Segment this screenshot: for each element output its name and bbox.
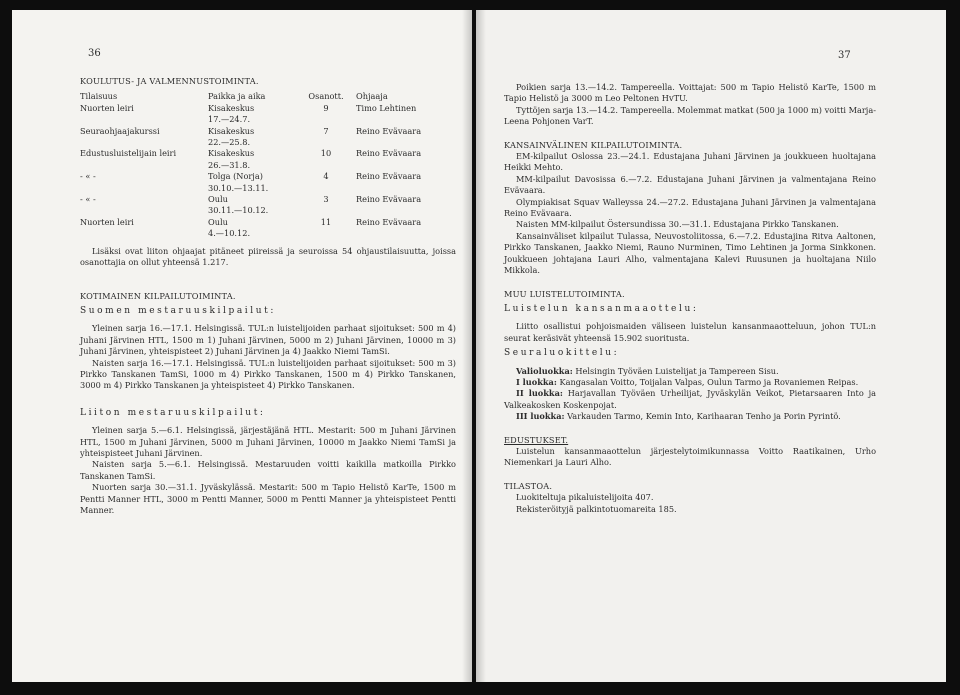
- table-cell: [304, 137, 348, 148]
- table-cell: [348, 137, 456, 148]
- table-cell: [348, 160, 456, 171]
- table-cell: Timo Lehtinen: [356, 102, 417, 113]
- page-number: 37: [838, 50, 851, 61]
- table-cell: 30.10.—13.11.: [208, 182, 269, 193]
- training-events-table: [80, 91, 456, 239]
- subheading-national-match: Luistelun kansanmaaottelu:: [504, 303, 699, 314]
- paragraph-tula-competition: Kansainväliset kilpailut Tulassa, Neuvostoliitossa, 6.—7.2. Edustajina Ritva Aaltonen, Pirkko Tanskanen, Jaakko Niemi, Rauno Nurminen, Timo Lehtinen ja Jorma Sinkkonen. Joukkueen johtajana Lauri Alho, valmentajana Kalevi Ruusunen ja huoltajana Niilo Mikkola.: [504, 230, 876, 276]
- table-cell: [348, 228, 456, 239]
- table-cell: Kisakeskus: [208, 148, 255, 159]
- table-row: [80, 137, 456, 148]
- right-page-content: [504, 82, 876, 515]
- table-cell: Nuorten leiri: [80, 216, 134, 227]
- table-cell: 10: [320, 148, 332, 159]
- section-heading-representations: EDUSTUKSET.: [504, 434, 569, 445]
- table-cell: 11: [320, 216, 332, 227]
- page-gutter-shadow: [462, 10, 472, 682]
- table-cell: [348, 183, 456, 194]
- paragraph-boys-series: Poikien sarja 13.—14.2. Tampereella. Voittajat: 500 m Tapio Helistö KarTe, 1500 m Tapio Helistö ja 3000 m Leo Peltonen HvTU.: [504, 82, 876, 104]
- table-cell: Edustusluistelijain leiri: [80, 148, 177, 159]
- paragraph-womens-series: Naisten sarja 16.—17.1. Helsingissä. TUL:n luistelijoiden parhaat sijoitukset: 500 m 3) Pirkko Tanskanen TamSi, 1000 m 4) Pirkko Tanskanen, 1500 m 4) Pirkko Tanskanen, 3000 m 4) Pirkko Tanskanen ja yhteispisteet 4) Pirkko Tanskanen.: [80, 357, 456, 391]
- table-row: [80, 183, 456, 194]
- table-cell: Oulu: [208, 194, 228, 205]
- table-cell: Nuorten leiri: [80, 102, 134, 113]
- table-cell: 9: [323, 102, 329, 113]
- paragraph-league-youth: Nuorten sarja 30.—31.1. Jyväskylässä. Mestarit: 500 m Tapio Helistö KarTe, 1500 m Pentti Manner HTL, 3000 m Pentti Manner, 5000 m Pentti Manner ja yhteispisteet Pentti Manner.: [80, 482, 456, 515]
- table-row: [80, 160, 456, 171]
- column-header: Paikka ja aika: [208, 91, 266, 102]
- statistic-registered-judges: Rekisteröityjä palkintotuomareita 185.: [516, 503, 677, 514]
- table-row: [80, 148, 456, 159]
- table-row: [80, 194, 456, 205]
- column-header: Ohjaaja: [356, 91, 388, 102]
- left-page-content: [80, 76, 456, 516]
- table-cell: [348, 205, 456, 216]
- section-heading-domestic: KOTIMAINEN KILPAILUTOIMINTA.: [80, 290, 236, 301]
- table-cell: [304, 228, 348, 239]
- table-row: [80, 103, 456, 114]
- table-cell: [80, 160, 208, 171]
- table-row: [80, 171, 456, 182]
- table-row: [80, 126, 456, 137]
- table-cell: [304, 205, 348, 216]
- table-cell: Kisakeskus: [208, 102, 255, 113]
- table-cell: Reino Evävaara: [356, 171, 422, 182]
- table-cell: [80, 114, 208, 125]
- table-cell: Reino Evävaara: [356, 194, 422, 205]
- class-clubs: Varkauden Tarmo, Kemin Into, Karihaaran Tenho ja Porin Pyrintö.: [564, 411, 841, 422]
- table-cell: - « -: [80, 194, 96, 205]
- paragraph-league-women: Naisten sarja 5.—6.1. Helsingissä. Mestaruuden voitti kaikilla matkoilla Pirkko Tanskanen TamSi.: [80, 459, 456, 481]
- table-cell: [304, 183, 348, 194]
- table-row: [80, 228, 456, 239]
- table-cell: Reino Evävaara: [356, 216, 422, 227]
- section-heading-international: KANSAINVÄLINEN KILPAILUTOIMINTA.: [504, 139, 683, 150]
- table-row: [80, 217, 456, 228]
- class-label: II luokka:: [516, 388, 563, 399]
- subheading-finnish-championships: Suomen mestaruuskilpailut:: [80, 305, 277, 316]
- table-cell: - « -: [80, 171, 96, 182]
- table-cell: 4.—10.12.: [208, 228, 251, 239]
- table-cell: 3: [323, 194, 329, 205]
- column-header: Osanott.: [308, 91, 344, 102]
- table-cell: 30.11.—10.12.: [208, 205, 269, 216]
- class-clubs: Harjavallan Työväen Urheilijat, Jyväskylän Veikot, Pietarsaaren Into ja Valkeakosken Koskenpojat.: [504, 388, 876, 410]
- table-cell: [80, 205, 208, 216]
- left-page: [12, 10, 472, 682]
- paragraph-national-match: Liitto osallistui pohjoismaiden väliseen luistelun kansanmaaotteluun, johon TUL:n seurat keräsivät yhteensä 15.902 suoritusta.: [504, 321, 876, 343]
- training-summary-note: Lisäksi ovat liiton ohjaajat pitäneet piireissä ja seuroissa 54 ohjaustilaisuutta, joissa osanottajia on ollut yhteensä 1.217.: [80, 245, 456, 268]
- class-clubs: Helsingin Työväen Luistelijat ja Tampereen Sisu.: [572, 365, 779, 376]
- page-number: 36: [88, 48, 101, 59]
- table-cell: Reino Evävaara: [356, 148, 422, 159]
- table-cell: 7: [323, 125, 329, 136]
- subheading-club-classification: Seuraluokittelu:: [504, 348, 620, 359]
- table-cell: [80, 183, 208, 194]
- table-row: [80, 114, 456, 125]
- table-cell: Tolga (Norja): [208, 171, 263, 182]
- class-3: [504, 411, 876, 422]
- table-cell: 4: [323, 171, 329, 182]
- table-cell: Seuraohjaajakurssi: [80, 125, 160, 136]
- paragraph-general-series: Yleinen sarja 16.—17.1. Helsingissä. TUL:n luistelijoiden parhaat sijoitukset: 500 m 4) Juhani Järvinen HTL, 1500 m 1) Juhani Järvinen, 5000 m 2) Juhani Järvinen, 10000 m 3) Juhani Järvinen, yhteispisteet 2) Juhani Järvinen ja 4) Jaakko Niemi TamSi.: [80, 323, 456, 357]
- table-cell: 17.—24.7.: [208, 114, 251, 125]
- section-heading-statistics: TILASTOA.: [504, 480, 553, 491]
- class-1: [504, 377, 876, 388]
- paragraph-em-competition: EM-kilpailut Oslossa 23.—24.1. Edustajana Juhani Järvinen ja joukkueen huoltajana Heikki Mehto.: [504, 151, 876, 173]
- column-header: Tilaisuus: [80, 91, 118, 102]
- paragraph-mm-competition: MM-kilpailut Davosissa 6.—7.2. Edustajana Juhani Järvinen ja valmentajana Reino Evävaara.: [504, 173, 876, 196]
- class-label: Valioluokka:: [516, 365, 573, 376]
- table-cell: [304, 160, 348, 171]
- class-label: I luokka:: [516, 376, 557, 387]
- paragraph-olympics: Olympiakisat Squav Walleyssa 24.—27.2. Edustajana Juhani Järvinen ja valmentajana Reino Evävaara.: [504, 196, 876, 219]
- table-cell: [304, 114, 348, 125]
- table-cell: Kisakeskus: [208, 125, 255, 136]
- table-cell: 26.—31.8.: [208, 159, 251, 170]
- table-header-row: [80, 91, 456, 102]
- paragraph-league-general: Yleinen sarja 5.—6.1. Helsingissä, järjestäjänä HTL. Mestarit: 500 m Juhani Järvinen HTL, 1500 m Juhani Järvinen, 5000 m Juhani Järvinen, 10000 m Jaakko Niemi TamSi ja yhteispisteet Juhani Järvinen.: [80, 425, 456, 458]
- paragraph-girls-series: Tyttöjen sarja 13.—14.2. Tampereella. Molemmat matkat (500 ja 1000 m) voitti Marja-Leena Pohjonen VarT.: [504, 104, 876, 127]
- class-2: [504, 388, 876, 411]
- table-cell: Reino Evävaara: [356, 125, 422, 136]
- class-label: III luokka:: [516, 411, 565, 422]
- statistic-classified-skaters: Luokiteltuja pikaluistelijoita 407.: [516, 492, 654, 503]
- table-cell: Oulu: [208, 216, 228, 227]
- section-heading-training: KOULUTUS- JA VALMENNUSTOIMINTA.: [80, 76, 259, 86]
- table-cell: [80, 228, 208, 239]
- class-clubs: Kangasalan Voitto, Toijalan Valpas, Oulun Tarmo ja Rovaniemen Reipas.: [556, 376, 859, 387]
- section-heading-other-skating: MUU LUISTELUTOIMINTA.: [504, 288, 625, 299]
- paragraph-representations: Luistelun kansanmaaottelun järjestelytoimikunnassa Voitto Raatikainen, Urho Niemenkari ja Lauri Alho.: [504, 445, 876, 468]
- subheading-league-championships: Liiton mestaruuskilpailut:: [80, 407, 266, 418]
- class-elite: [504, 366, 876, 377]
- paragraph-womens-mm: Naisten MM-kilpailut Östersundissa 30.—31.1. Edustajana Pirkko Tanskanen.: [516, 219, 839, 230]
- table-row: [80, 205, 456, 216]
- table-cell: [348, 114, 456, 125]
- table-cell: [80, 137, 208, 148]
- right-page: [476, 10, 946, 682]
- page-gutter-shadow: [476, 10, 486, 682]
- table-cell: 22.—25.8.: [208, 137, 251, 148]
